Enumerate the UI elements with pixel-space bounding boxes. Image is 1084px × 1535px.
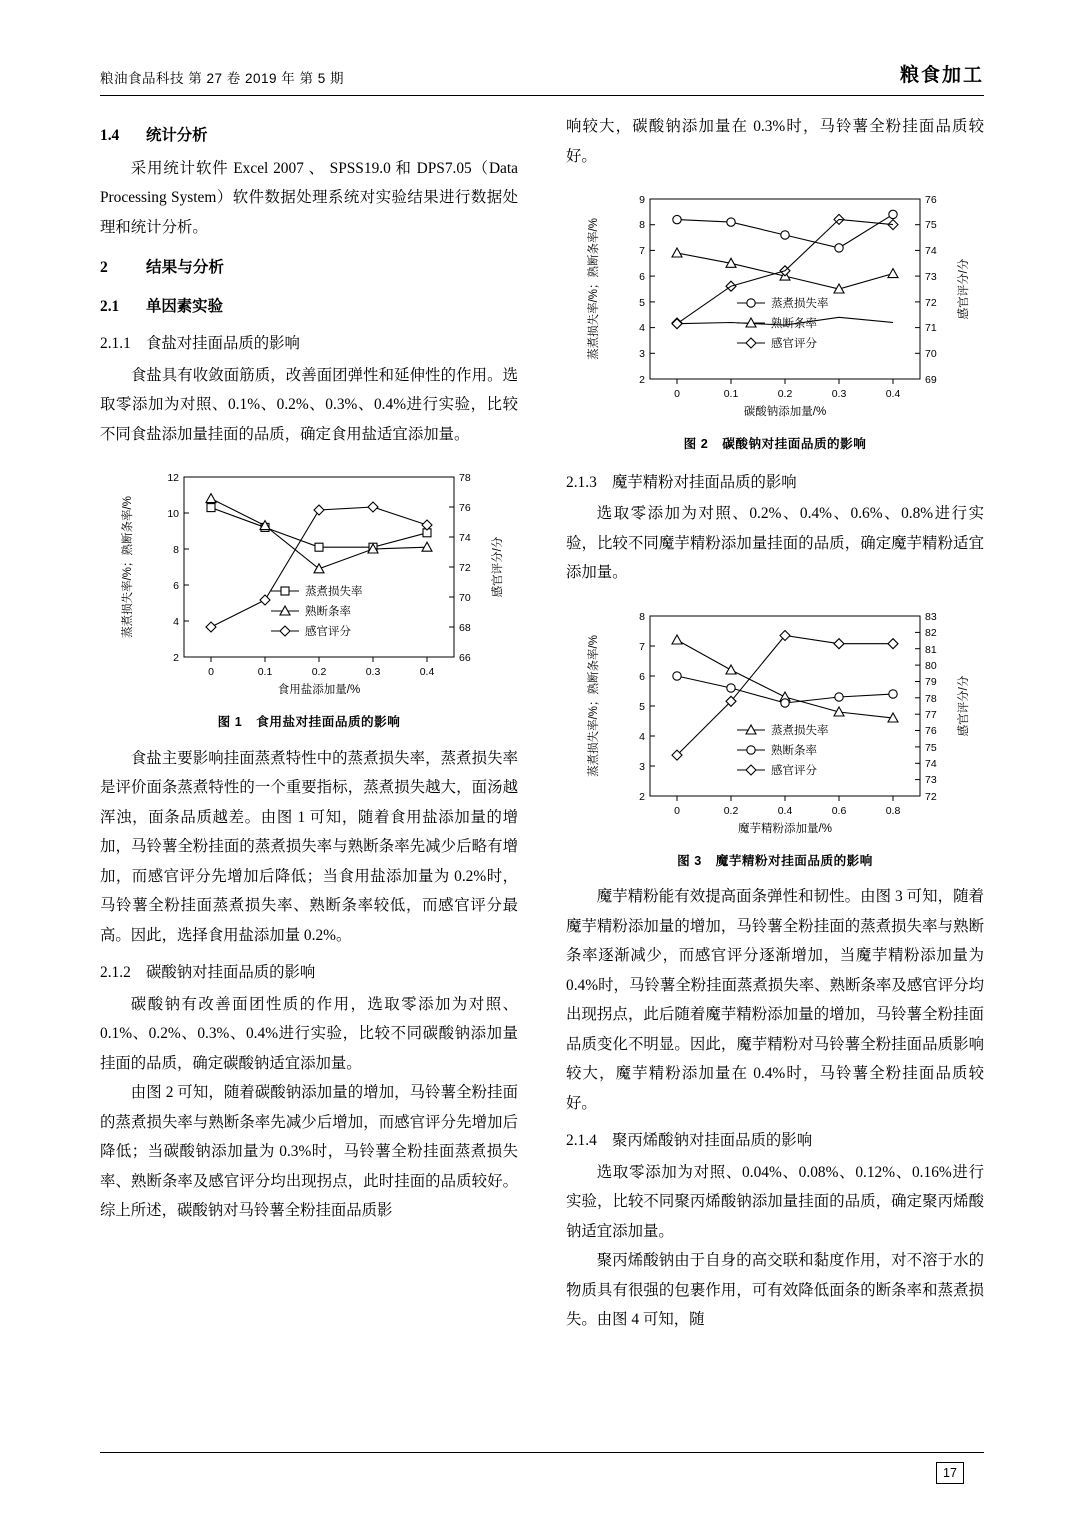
svg-text:76: 76	[925, 194, 937, 206]
svg-text:74: 74	[925, 245, 937, 257]
svg-text:76: 76	[925, 724, 937, 737]
figure-3-title: 魔芋精粉对挂面品质的影响	[715, 853, 873, 868]
svg-text:感官评分/分: 感官评分/分	[958, 258, 970, 320]
svg-text:79: 79	[925, 675, 937, 688]
figure-2	[566, 181, 984, 460]
figure-1-title: 食用盐对挂面品质的影响	[256, 715, 401, 729]
heading-2-1-1-title: 食盐对挂面品质的影响	[146, 335, 300, 352]
heading-2-number: 2	[100, 259, 108, 276]
svg-text:感官评分: 感官评分	[771, 338, 817, 350]
figure-3	[566, 598, 984, 877]
svg-text:蒸煮损失率: 蒸煮损失率	[305, 586, 363, 598]
svg-text:69: 69	[925, 374, 937, 386]
svg-text:0.2: 0.2	[311, 666, 327, 678]
svg-text:4: 4	[173, 616, 179, 628]
heading-2-1	[100, 292, 518, 322]
figure-3-caption	[566, 847, 984, 877]
figure-2-caption	[566, 430, 984, 460]
svg-text:2: 2	[639, 374, 645, 386]
heading-2-1-3-title: 魔芋精粉对挂面品质的影响	[612, 473, 797, 491]
svg-text:78: 78	[925, 692, 937, 705]
page-number: 17	[936, 1462, 964, 1484]
svg-text:蒸煮损失率/%；熟断条率/%: 蒸煮损失率/%；熟断条率/%	[122, 496, 134, 638]
paragraph-2-1-2-a: 碳酸钠有改善面团性质的作用，选取零添加为对照、0.1%、0.2%、0.3%、0.4%进行实验，比较不同碳酸钠添加量挂面的品质，确定碳酸钠适宜添加量。	[100, 995, 518, 1072]
svg-text:0.1: 0.1	[723, 388, 739, 400]
svg-text:0: 0	[208, 666, 214, 678]
footer-divider	[100, 1452, 984, 1453]
svg-text:71: 71	[925, 322, 937, 334]
heading-2-1-4-title: 聚丙烯酸钠对挂面品质的影响	[612, 1132, 813, 1149]
heading-2-title: 结果与分析	[146, 259, 224, 276]
svg-text:食用盐添加量/%: 食用盐添加量/%	[277, 684, 361, 696]
svg-text:8: 8	[173, 544, 179, 556]
journal-info: 粮油食品科技 第 27 卷 2019 年 第 5 期	[100, 71, 345, 86]
svg-text:75: 75	[925, 741, 937, 754]
svg-text:72: 72	[925, 297, 937, 309]
svg-text:0.8: 0.8	[885, 804, 901, 817]
svg-text:76: 76	[459, 502, 471, 514]
svg-text:0.1: 0.1	[257, 666, 273, 678]
svg-text:8: 8	[639, 610, 645, 623]
heading-2	[100, 253, 518, 283]
figure-3-label: 图 3	[677, 853, 702, 868]
svg-text:6: 6	[173, 580, 179, 592]
svg-text:蒸煮损失率/%；熟断条率/%: 蒸煮损失率/%；熟断条率/%	[588, 218, 600, 360]
svg-text:73: 73	[925, 773, 937, 786]
svg-text:0.4: 0.4	[885, 388, 901, 400]
paragraph-1-4: 采用统计软件 Excel 2007 、 SPSS19.0 和 DPS7.05（Data Processing System）软件数据处理系统对实验结果进行数据处理和统计分析。	[100, 159, 518, 236]
svg-text:0.2: 0.2	[777, 388, 793, 400]
svg-text:0: 0	[674, 804, 680, 817]
svg-text:80: 80	[925, 659, 937, 672]
svg-text:4: 4	[639, 730, 645, 743]
paragraph-2-1-1: 食盐具有收敛面筋质，改善面团弹性和延伸性的作用。选取零添加为对照、0.1%、0.2%、0.3%、0.4%进行实验，比较不同食盐添加量挂面的品质，确定食用盐适宜添加量。	[100, 366, 518, 443]
svg-text:5: 5	[639, 297, 645, 309]
svg-text:73: 73	[925, 271, 937, 283]
svg-text:70: 70	[459, 592, 471, 604]
svg-text:75: 75	[925, 219, 937, 231]
svg-text:66: 66	[459, 652, 471, 664]
figure-1-label: 图 1	[217, 715, 243, 729]
heading-2-1-3-number: 2.1.3	[566, 473, 597, 491]
heading-1-4-title: 统计分析	[146, 127, 208, 144]
svg-text:3: 3	[639, 348, 645, 360]
heading-2-1-2	[100, 958, 518, 988]
left-column	[100, 112, 518, 1226]
svg-text:熟断条率: 熟断条率	[771, 318, 817, 330]
svg-text:72: 72	[925, 790, 937, 803]
svg-text:感官评分: 感官评分	[305, 626, 351, 638]
heading-2-1-2-number: 2.1.2	[100, 964, 131, 981]
figure-2-label: 图 2	[683, 437, 709, 451]
paragraph-2-1-4-b: 聚丙烯酸钠由于自身的高交联和黏度作用，对不溶于水的物质具有很强的包裹作用，可有效降低面条的断条率和蒸煮损失。由图 4 可知，随	[566, 1252, 984, 1328]
svg-text:7: 7	[639, 245, 645, 257]
svg-text:74: 74	[925, 757, 937, 770]
svg-text:0.4: 0.4	[419, 666, 435, 678]
svg-text:0.4: 0.4	[777, 804, 793, 817]
heading-2-1-4	[566, 1126, 984, 1156]
paragraph-after-figure-3: 魔芋精粉能有效提高面条弹性和韧性。由图 3 可知，随着魔芋精粉添加量的增加，马铃薯全粉挂面的蒸煮损失率与熟断条率逐渐减少，而感官评分逐渐增加，当魔芋精粉添加量为 0.4%时，马铃薯全粉挂面蒸煮损失率、熟断条率及感官评分均出现拐点，此后随着魔芋精粉添加量的增加，马铃薯全粉挂面品质变化不明显。因此，魔芋精粉对马铃薯全粉挂面品质影响较大，魔芋精粉添加量在 0.4%时，马铃薯全粉挂面品质较好。	[566, 888, 984, 1112]
svg-text:蒸煮损失率: 蒸煮损失率	[771, 724, 829, 737]
svg-text:6: 6	[639, 670, 645, 683]
svg-text:6: 6	[639, 271, 645, 283]
heading-2-1-4-number: 2.1.4	[566, 1132, 597, 1149]
figure-1-caption	[100, 708, 518, 738]
svg-text:8: 8	[639, 219, 645, 231]
paragraph-2-1-4-a: 选取零添加为对照、0.04%、0.08%、0.12%、0.16%进行实验，比较不同聚丙烯酸钠添加量挂面的品质，确定聚丙烯酸钠适宜添加量。	[566, 1163, 984, 1240]
section-title: 粮食加工	[899, 65, 984, 86]
figure-1-chart	[109, 459, 509, 704]
figure-2-title: 碳酸钠对挂面品质的影响	[722, 437, 867, 451]
svg-text:78: 78	[459, 472, 471, 484]
paragraph-2-1-2-b: 由图 2 可知，随着碳酸钠添加量的增加，马铃薯全粉挂面的蒸煮损失率与熟断条率先减少后增加，而感官评分先增加后降低；当碳酸钠添加量为 0.3%时，马铃薯全粉挂面蒸煮损失率、熟断条率及感官评分均出现拐点，此时挂面的品质较好。综上所述，碳酸钠对马铃薯全粉挂面品质影	[100, 1084, 518, 1219]
paragraph-after-figure-1: 食盐主要影响挂面蒸煮特性中的蒸煮损失率，蒸煮损失率是评价面条蒸煮特性的一个重要指标，蒸煮损失越大，面汤越浑浊，面条品质越差。由图 1 可知，随着食用盐添加量的增加，马铃薯全粉挂面的蒸煮损失率与熟断条率先减少后略有增加，而感官评分先增加后降低；当食用盐添加量为 0.2%时，马铃薯全粉挂面蒸煮损失率、熟断条率较低，而感官评分最高。因此，选择食用盐添加量 0.2%。	[100, 749, 518, 944]
svg-text:2: 2	[173, 652, 179, 664]
svg-text:0.3: 0.3	[365, 666, 381, 678]
right-column	[566, 112, 984, 1335]
heading-2-1-3	[566, 468, 984, 498]
heading-2-1-2-title: 碳酸钠对挂面品质的影响	[146, 964, 316, 981]
svg-text:4: 4	[639, 322, 645, 334]
svg-text:5: 5	[639, 700, 645, 713]
svg-text:感官评分/分: 感官评分/分	[958, 675, 970, 736]
heading-2-1-title: 单因素实验	[146, 297, 223, 315]
svg-text:7: 7	[639, 640, 645, 653]
svg-text:3: 3	[639, 760, 645, 773]
paragraph-right-top: 响较大，碳酸钠添加量在 0.3%时，马铃薯全粉挂面品质较好。	[566, 118, 984, 165]
figure-3-chart	[575, 598, 975, 843]
svg-text:熟断条率: 熟断条率	[771, 744, 817, 757]
svg-text:感官评分/分: 感官评分/分	[492, 536, 504, 598]
figure-1	[100, 459, 518, 738]
page-header	[100, 60, 984, 96]
svg-text:70: 70	[925, 348, 937, 360]
paragraph-2-1-3: 选取零添加为对照、0.2%、0.4%、0.6%、0.8%进行实验，比较不同魔芋精粉添加量挂面的品质，确定魔芋精粉适宜添加量。	[566, 505, 984, 581]
svg-text:68: 68	[459, 622, 471, 634]
svg-text:83: 83	[925, 610, 937, 623]
heading-2-1-1-number: 2.1.1	[100, 335, 131, 352]
svg-text:碳酸钠添加量/%: 碳酸钠添加量/%	[743, 406, 827, 418]
svg-text:蒸煮损失率: 蒸煮损失率	[771, 298, 829, 310]
svg-text:74: 74	[459, 532, 471, 544]
svg-text:9: 9	[639, 194, 645, 206]
svg-text:感官评分: 感官评分	[771, 764, 817, 777]
heading-1-4-number: 1.4	[100, 127, 120, 144]
svg-text:0.3: 0.3	[831, 388, 847, 400]
svg-text:0.2: 0.2	[723, 804, 739, 817]
svg-text:熟断条率: 熟断条率	[305, 606, 351, 618]
svg-text:77: 77	[925, 708, 937, 721]
svg-text:0.6: 0.6	[831, 804, 847, 817]
svg-text:0: 0	[674, 388, 680, 400]
figure-2-chart	[575, 181, 975, 426]
svg-text:2: 2	[639, 790, 645, 803]
svg-text:72: 72	[459, 562, 471, 574]
svg-text:魔芋精粉添加量/%: 魔芋精粉添加量/%	[738, 822, 832, 835]
svg-text:蒸煮损失率/%；熟断条率/%: 蒸煮损失率/%；熟断条率/%	[588, 634, 600, 777]
svg-text:81: 81	[925, 643, 937, 656]
svg-text:12: 12	[167, 472, 179, 484]
svg-text:82: 82	[925, 626, 937, 639]
heading-1-4	[100, 121, 518, 151]
svg-text:10: 10	[167, 508, 179, 520]
heading-2-1-1	[100, 329, 518, 359]
heading-2-1-number: 2.1	[100, 297, 120, 315]
